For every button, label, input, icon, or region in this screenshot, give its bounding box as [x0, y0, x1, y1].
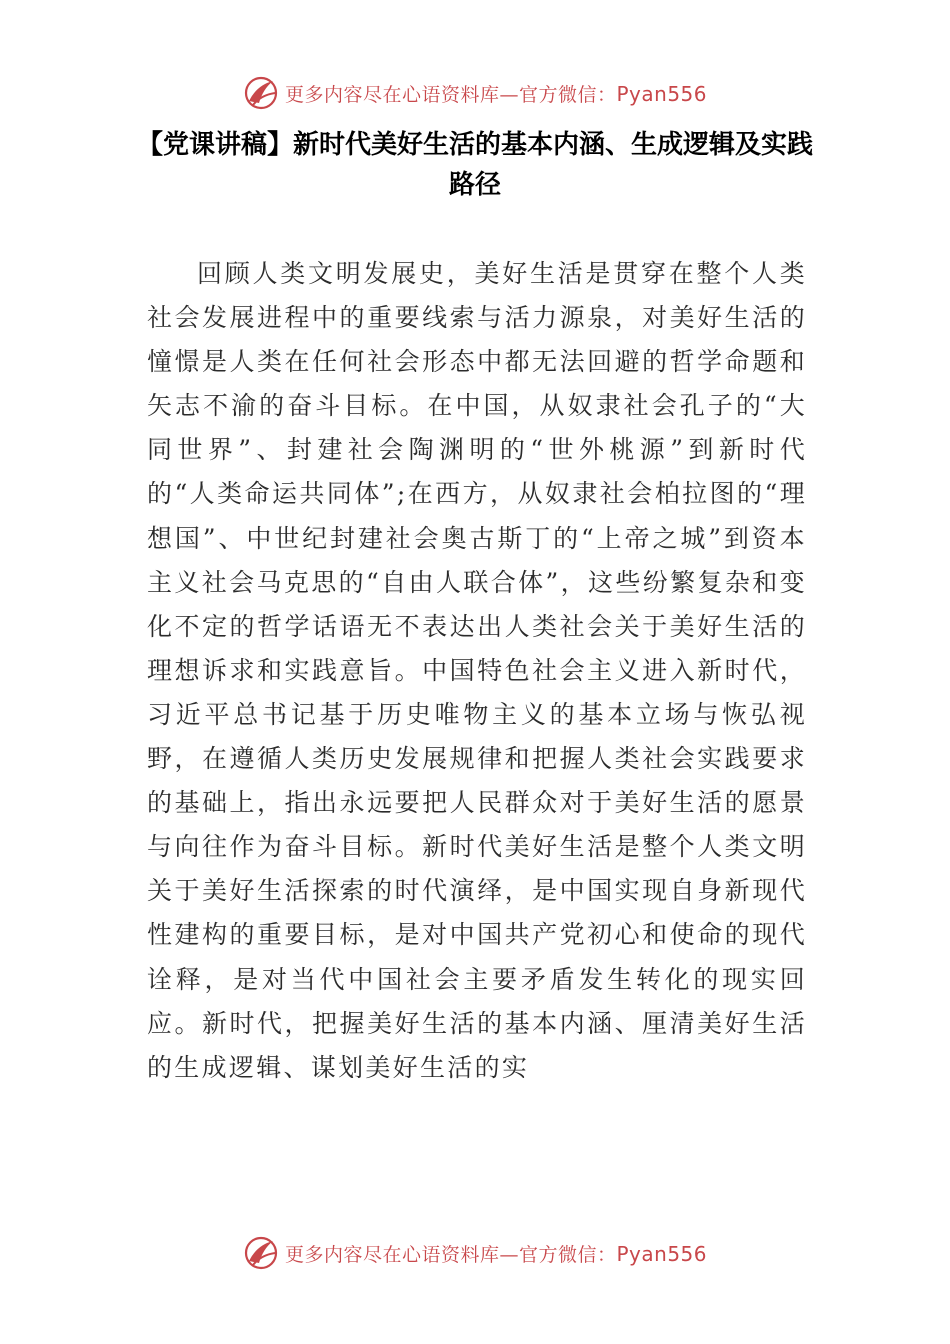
document-title: 【党课讲稿】新时代美好生活的基本内涵、生成逻辑及实践路径 — [136, 130, 813, 200]
brand-logo-icon — [243, 75, 279, 111]
footer-banner — [0, 1233, 950, 1273]
footer-wechat-id: Pyan556 — [616, 1241, 708, 1266]
body-paragraph: 回顾人类文明发展史，美好生活是贯穿在整个人类社会发展进程中的重要线索与活力源泉，对美好生活的憧憬是人类在任何社会形态中都无法回避的哲学命题和矢志不渝的奋斗目标。在中国，从奴隶社会孔子的“大同世界”、封建社会陶渊明的“世外桃源”到新时代的“人类命运共同体”;在西方，从奴隶社会柏拉图的“理想国”、中世纪封建社会奥古斯丁的“上帝之城”到资本主义社会马克思的“自由人联合体”，这些纷繁复杂和变化不定的哲学话语无不表达出人类社会关于美好生活的理想诉求和实践意旨。中国特色社会主义进入新时代，习近平总书记基于历史唯物主义的基本立场与恢弘视野，在遵循人类历史发展规律和把握人类社会实践要求的基础上，指出永远要把人民群众对于美好生活的愿景与向往作为奋斗目标。新时代美好生活是整个人类文明关于美好生活探索的时代演绎，是中国实现自身新现代性建构的重要目标，是对中国共产党初心和使命的现代诠释，是对当代中国社会主要矛盾发生转化的现实回应。新时代，把握美好生活的基本内涵、厘清美好生活的生成逻辑、谋划美好生活的实 — [147, 259, 807, 1082]
header-banner-text — [285, 80, 707, 107]
footer-banner-label: 更多内容尽在心语资料库—官方微信： — [284, 1243, 617, 1266]
header-banner — [0, 73, 950, 113]
header-wechat-id: Pyan556 — [616, 81, 708, 106]
footer-banner-text — [285, 1240, 707, 1267]
header-banner-label: 更多内容尽在心语资料库—官方微信： — [284, 83, 617, 106]
brand-logo-icon — [243, 1235, 279, 1271]
